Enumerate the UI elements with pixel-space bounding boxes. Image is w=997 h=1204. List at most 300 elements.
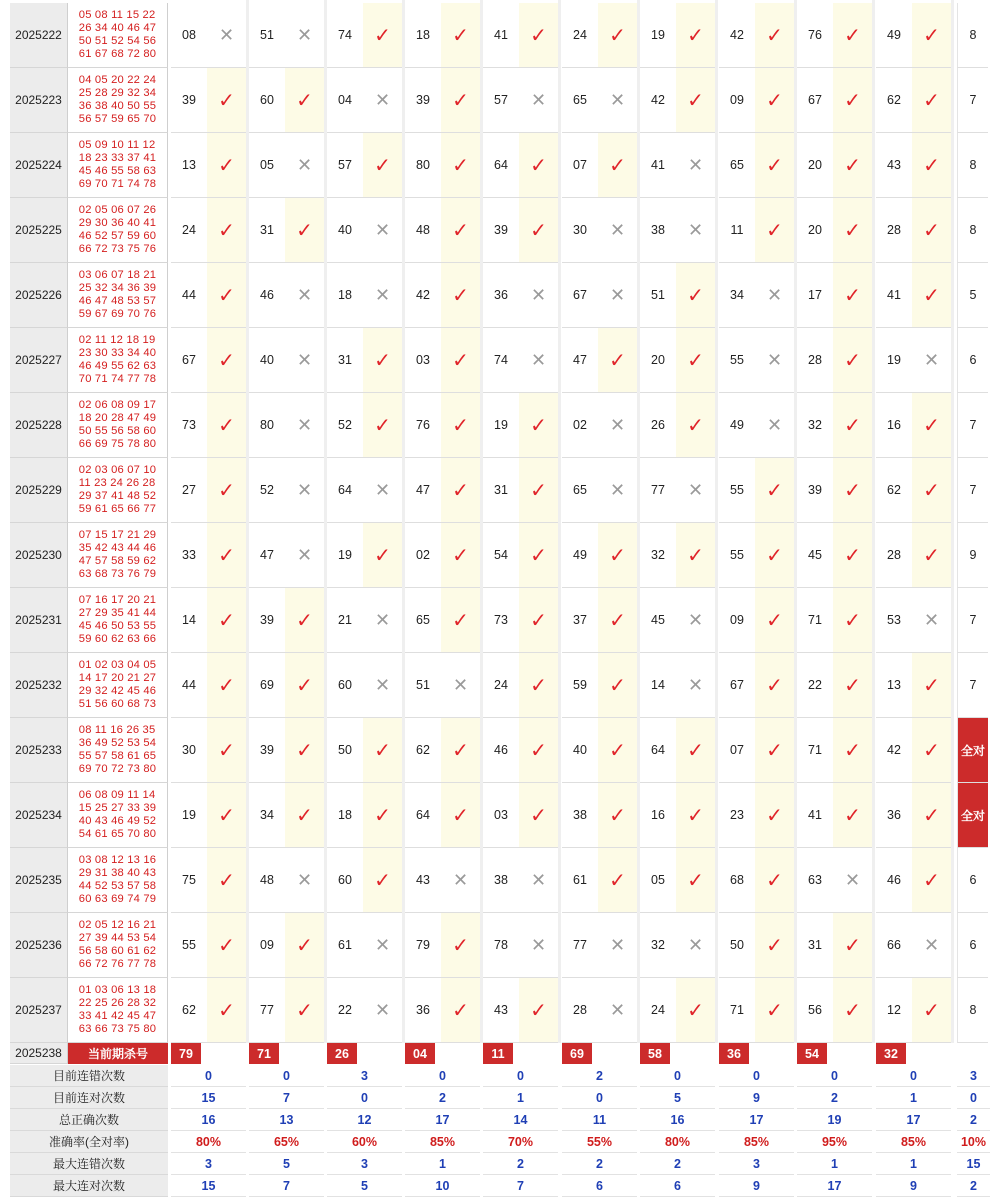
period-cell: 2025232 <box>10 653 68 718</box>
cross-icon: ✕ <box>676 913 715 978</box>
stat-value: 3 <box>171 1153 246 1175</box>
kill-number: 24 <box>562 3 598 68</box>
kill-number: 28 <box>876 198 912 263</box>
cross-icon: ✕ <box>207 3 246 68</box>
kill-number: 45 <box>797 523 833 588</box>
check-icon: ✓ <box>833 3 872 68</box>
check-icon: ✓ <box>207 978 246 1043</box>
kill-number: 36 <box>405 978 441 1043</box>
current-kill-number: 71 <box>249 1043 279 1064</box>
check-icon: ✓ <box>833 198 872 263</box>
kill-number: 31 <box>327 328 363 393</box>
stat-value: 11 <box>562 1109 637 1131</box>
kill-number: 77 <box>640 458 676 523</box>
kill-number: 76 <box>405 393 441 458</box>
check-icon: ✓ <box>519 653 558 718</box>
kill-number: 66 <box>876 913 912 978</box>
group-divider <box>951 0 954 1043</box>
kill-number: 41 <box>876 263 912 328</box>
kill-number: 43 <box>876 133 912 198</box>
draw-numbers: 04 05 20 22 24 25 28 29 32 34 36 38 40 50 55 56 57 59 65 70 <box>68 68 168 133</box>
stat-value: 2 <box>797 1087 872 1109</box>
check-icon: ✓ <box>833 588 872 653</box>
kill-number: 08 <box>171 3 207 68</box>
stat-value: 65% <box>249 1131 324 1153</box>
kill-number: 41 <box>640 133 676 198</box>
hit-count: 7 <box>957 653 988 718</box>
kill-number: 74 <box>483 328 519 393</box>
stat-value: 95% <box>797 1131 872 1153</box>
stat-value-total: 2 <box>957 1175 990 1197</box>
kill-number: 42 <box>640 68 676 133</box>
check-icon: ✓ <box>441 783 480 848</box>
kill-number: 73 <box>171 393 207 458</box>
cross-icon: ✕ <box>519 263 558 328</box>
current-kill-number: 58 <box>640 1043 670 1064</box>
check-icon: ✓ <box>519 718 558 783</box>
stat-value: 1 <box>483 1087 558 1109</box>
kill-number: 13 <box>171 133 207 198</box>
stat-value: 17 <box>719 1109 794 1131</box>
check-icon: ✓ <box>755 978 794 1043</box>
stat-value: 0 <box>640 1065 715 1087</box>
stat-value: 2 <box>405 1087 480 1109</box>
period-cell: 2025222 <box>10 3 68 68</box>
kill-number: 55 <box>719 458 755 523</box>
check-icon: ✓ <box>285 913 324 978</box>
check-icon: ✓ <box>519 198 558 263</box>
check-icon: ✓ <box>755 458 794 523</box>
stat-value: 2 <box>640 1153 715 1175</box>
all-correct-badge: 全对 <box>957 718 988 783</box>
check-icon: ✓ <box>441 718 480 783</box>
kill-number: 71 <box>797 588 833 653</box>
check-icon: ✓ <box>363 328 402 393</box>
check-icon: ✓ <box>912 3 951 68</box>
stat-value: 85% <box>876 1131 951 1153</box>
kill-number: 11 <box>719 198 755 263</box>
kill-number: 31 <box>249 198 285 263</box>
kill-number: 55 <box>719 523 755 588</box>
kill-number: 41 <box>483 3 519 68</box>
kill-number: 24 <box>483 653 519 718</box>
stat-value: 2 <box>483 1153 558 1175</box>
current-kill-label: 当前期杀号 <box>68 1043 168 1064</box>
kill-number: 02 <box>405 523 441 588</box>
kill-number: 42 <box>876 718 912 783</box>
draw-numbers: 06 08 09 11 14 15 25 27 33 39 40 43 46 49 52 54 61 65 70 80 <box>68 783 168 848</box>
kill-number: 63 <box>797 848 833 913</box>
kill-number: 80 <box>405 133 441 198</box>
cross-icon: ✕ <box>285 3 324 68</box>
kill-number: 64 <box>483 133 519 198</box>
current-period: 2025238 <box>10 1043 68 1064</box>
stat-label: 最大连错次数 <box>10 1153 168 1175</box>
period-cell: 2025237 <box>10 978 68 1043</box>
stat-value: 60% <box>327 1131 402 1153</box>
kill-number: 69 <box>249 653 285 718</box>
kill-number: 57 <box>327 133 363 198</box>
check-icon: ✓ <box>441 133 480 198</box>
period-cell: 2025228 <box>10 393 68 458</box>
period-cell: 2025236 <box>10 913 68 978</box>
check-icon: ✓ <box>519 458 558 523</box>
check-icon: ✓ <box>441 523 480 588</box>
stat-value: 13 <box>249 1109 324 1131</box>
kill-number: 39 <box>249 718 285 783</box>
kill-number: 61 <box>327 913 363 978</box>
check-icon: ✓ <box>676 718 715 783</box>
kill-number: 26 <box>640 393 676 458</box>
draw-numbers: 02 05 12 16 21 27 39 44 53 54 56 58 60 61 62 66 72 76 77 78 <box>68 913 168 978</box>
draw-numbers: 07 16 17 20 21 27 29 35 41 44 45 46 50 53 55 59 60 62 63 66 <box>68 588 168 653</box>
stat-value: 2 <box>562 1065 637 1087</box>
stat-value-total: 15 <box>957 1153 990 1175</box>
kill-number: 73 <box>483 588 519 653</box>
check-icon: ✓ <box>207 133 246 198</box>
kill-number: 09 <box>719 588 755 653</box>
kill-number: 24 <box>640 978 676 1043</box>
kill-number: 75 <box>171 848 207 913</box>
check-icon: ✓ <box>833 133 872 198</box>
kill-number: 62 <box>171 978 207 1043</box>
check-icon: ✓ <box>285 783 324 848</box>
kill-number: 27 <box>171 458 207 523</box>
check-icon: ✓ <box>833 393 872 458</box>
kill-number: 61 <box>562 848 598 913</box>
stat-label: 目前连对次数 <box>10 1087 168 1109</box>
kill-number: 32 <box>640 913 676 978</box>
kill-number: 31 <box>797 913 833 978</box>
stat-value: 1 <box>876 1153 951 1175</box>
stat-value: 14 <box>483 1109 558 1131</box>
check-icon: ✓ <box>912 978 951 1043</box>
kill-number: 44 <box>171 653 207 718</box>
kill-number: 07 <box>719 718 755 783</box>
kill-number: 52 <box>249 458 285 523</box>
stat-value-total: 0 <box>957 1087 990 1109</box>
draw-numbers: 02 05 06 07 26 29 30 36 40 41 46 52 57 59 60 66 72 73 75 76 <box>68 198 168 263</box>
period-cell: 2025225 <box>10 198 68 263</box>
stat-value-total: 10% <box>957 1131 990 1153</box>
stat-label: 最大连对次数 <box>10 1175 168 1197</box>
check-icon: ✓ <box>833 328 872 393</box>
stat-value: 1 <box>405 1153 480 1175</box>
kill-number: 71 <box>797 718 833 783</box>
current-kill-number: 69 <box>562 1043 592 1064</box>
kill-number: 60 <box>327 653 363 718</box>
cross-icon: ✕ <box>363 198 402 263</box>
kill-number: 45 <box>640 588 676 653</box>
cross-icon: ✕ <box>912 913 951 978</box>
kill-number: 42 <box>719 3 755 68</box>
kill-number: 09 <box>249 913 285 978</box>
draw-numbers: 07 15 17 21 29 35 42 43 44 46 47 57 58 59 62 63 68 73 76 79 <box>68 523 168 588</box>
check-icon: ✓ <box>441 3 480 68</box>
stat-value: 0 <box>327 1087 402 1109</box>
cross-icon: ✕ <box>363 263 402 328</box>
cross-icon: ✕ <box>598 68 637 133</box>
kill-number: 20 <box>640 328 676 393</box>
kill-number: 03 <box>405 328 441 393</box>
stat-value: 15 <box>171 1087 246 1109</box>
check-icon: ✓ <box>519 588 558 653</box>
stat-value: 7 <box>249 1087 324 1109</box>
draw-numbers: 03 06 07 18 21 25 32 34 36 39 46 47 48 53 57 59 67 69 70 76 <box>68 263 168 328</box>
check-icon: ✓ <box>207 653 246 718</box>
hit-count: 8 <box>957 198 988 263</box>
check-icon: ✓ <box>755 718 794 783</box>
kill-number: 47 <box>562 328 598 393</box>
hit-count: 7 <box>957 68 988 133</box>
kill-number: 56 <box>797 978 833 1043</box>
draw-numbers: 01 03 06 13 18 22 25 26 28 32 33 41 42 45 47 63 66 73 75 80 <box>68 978 168 1043</box>
kill-number: 32 <box>640 523 676 588</box>
kill-number: 65 <box>562 458 598 523</box>
kill-number: 41 <box>797 783 833 848</box>
hit-count: 5 <box>957 263 988 328</box>
kill-number: 33 <box>171 523 207 588</box>
cross-icon: ✕ <box>363 68 402 133</box>
check-icon: ✓ <box>285 718 324 783</box>
period-cell: 2025231 <box>10 588 68 653</box>
check-icon: ✓ <box>755 133 794 198</box>
stat-value: 9 <box>876 1175 951 1197</box>
kill-number: 38 <box>483 848 519 913</box>
kill-number: 67 <box>171 328 207 393</box>
kill-number: 40 <box>327 198 363 263</box>
check-icon: ✓ <box>598 328 637 393</box>
check-icon: ✓ <box>676 978 715 1043</box>
cross-icon: ✕ <box>598 393 637 458</box>
draw-numbers: 08 11 16 26 35 36 49 52 53 54 55 57 58 61 65 69 70 72 73 80 <box>68 718 168 783</box>
kill-number: 53 <box>876 588 912 653</box>
check-icon: ✓ <box>441 328 480 393</box>
cross-icon: ✕ <box>441 653 480 718</box>
kill-number: 24 <box>171 198 207 263</box>
stat-value-total: 3 <box>957 1065 990 1087</box>
current-kill-number: 26 <box>327 1043 357 1064</box>
kill-number: 57 <box>483 68 519 133</box>
check-icon: ✓ <box>833 913 872 978</box>
kill-number: 60 <box>249 68 285 133</box>
cross-icon: ✕ <box>676 198 715 263</box>
hit-count: 7 <box>957 393 988 458</box>
stat-value: 9 <box>719 1087 794 1109</box>
cross-icon: ✕ <box>598 913 637 978</box>
check-icon: ✓ <box>598 523 637 588</box>
stat-value: 3 <box>719 1153 794 1175</box>
kill-number: 18 <box>327 783 363 848</box>
check-icon: ✓ <box>285 653 324 718</box>
stat-value-total: 2 <box>957 1109 990 1131</box>
current-kill-number: 36 <box>719 1043 749 1064</box>
check-icon: ✓ <box>676 523 715 588</box>
kill-number: 40 <box>249 328 285 393</box>
kill-number: 30 <box>171 718 207 783</box>
check-icon: ✓ <box>207 328 246 393</box>
check-icon: ✓ <box>755 198 794 263</box>
stat-value: 0 <box>876 1065 951 1087</box>
current-kill-number: 79 <box>171 1043 201 1064</box>
kill-number: 52 <box>327 393 363 458</box>
kill-number: 28 <box>876 523 912 588</box>
kill-number: 47 <box>405 458 441 523</box>
check-icon: ✓ <box>207 198 246 263</box>
stat-value: 0 <box>249 1065 324 1087</box>
kill-number: 62 <box>405 718 441 783</box>
cross-icon: ✕ <box>676 133 715 198</box>
check-icon: ✓ <box>833 263 872 328</box>
kill-number: 14 <box>171 588 207 653</box>
period-cell: 2025233 <box>10 718 68 783</box>
kill-number: 21 <box>327 588 363 653</box>
check-icon: ✓ <box>363 848 402 913</box>
cross-icon: ✕ <box>598 458 637 523</box>
kill-number: 46 <box>483 718 519 783</box>
kill-number: 51 <box>405 653 441 718</box>
stat-value: 55% <box>562 1131 637 1153</box>
kill-number: 32 <box>797 393 833 458</box>
check-icon: ✓ <box>363 133 402 198</box>
check-icon: ✓ <box>676 68 715 133</box>
cross-icon: ✕ <box>519 328 558 393</box>
kill-number: 65 <box>405 588 441 653</box>
kill-number: 23 <box>719 783 755 848</box>
stat-value: 15 <box>171 1175 246 1197</box>
cross-icon: ✕ <box>598 978 637 1043</box>
kill-number: 19 <box>171 783 207 848</box>
check-icon: ✓ <box>833 68 872 133</box>
kill-number: 42 <box>405 263 441 328</box>
stat-value: 0 <box>562 1087 637 1109</box>
stat-value: 80% <box>640 1131 715 1153</box>
stat-value: 5 <box>249 1153 324 1175</box>
kill-number: 04 <box>327 68 363 133</box>
check-icon: ✓ <box>441 913 480 978</box>
hit-count: 8 <box>957 133 988 198</box>
cross-icon: ✕ <box>363 458 402 523</box>
kill-number: 22 <box>797 653 833 718</box>
check-icon: ✓ <box>441 458 480 523</box>
cross-icon: ✕ <box>755 328 794 393</box>
kill-number: 30 <box>562 198 598 263</box>
kill-number: 22 <box>327 978 363 1043</box>
check-icon: ✓ <box>833 718 872 783</box>
check-icon: ✓ <box>912 718 951 783</box>
check-icon: ✓ <box>912 523 951 588</box>
check-icon: ✓ <box>676 783 715 848</box>
all-correct-badge: 全对 <box>957 783 988 848</box>
cross-icon: ✕ <box>285 133 324 198</box>
check-icon: ✓ <box>598 133 637 198</box>
cross-icon: ✕ <box>285 848 324 913</box>
hit-count: 8 <box>957 978 988 1043</box>
kill-number: 39 <box>797 458 833 523</box>
check-icon: ✓ <box>598 588 637 653</box>
kill-number: 19 <box>876 328 912 393</box>
check-icon: ✓ <box>755 588 794 653</box>
kill-number: 48 <box>249 848 285 913</box>
kill-number: 46 <box>249 263 285 328</box>
stat-value: 5 <box>640 1087 715 1109</box>
kill-number: 48 <box>405 198 441 263</box>
check-icon: ✓ <box>912 653 951 718</box>
kill-number: 64 <box>327 458 363 523</box>
stat-label: 目前连错次数 <box>10 1065 168 1087</box>
kill-number: 12 <box>876 978 912 1043</box>
check-icon: ✓ <box>441 588 480 653</box>
cross-icon: ✕ <box>676 588 715 653</box>
check-icon: ✓ <box>912 393 951 458</box>
stat-value: 1 <box>876 1087 951 1109</box>
check-icon: ✓ <box>912 263 951 328</box>
draw-numbers: 05 08 11 15 22 26 34 40 46 47 50 51 52 54 56 61 67 68 72 80 <box>68 3 168 68</box>
stat-value: 6 <box>562 1175 637 1197</box>
cross-icon: ✕ <box>363 653 402 718</box>
kill-number: 39 <box>405 68 441 133</box>
kill-number: 07 <box>562 133 598 198</box>
cross-icon: ✕ <box>285 328 324 393</box>
check-icon: ✓ <box>519 523 558 588</box>
kill-number: 55 <box>171 913 207 978</box>
kill-number: 16 <box>640 783 676 848</box>
hit-count: 8 <box>957 3 988 68</box>
kill-number: 49 <box>719 393 755 458</box>
stat-value: 17 <box>405 1109 480 1131</box>
cross-icon: ✕ <box>598 263 637 328</box>
check-icon: ✓ <box>207 393 246 458</box>
stat-value: 80% <box>171 1131 246 1153</box>
cross-icon: ✕ <box>598 198 637 263</box>
hit-count: 6 <box>957 913 988 978</box>
stat-value: 9 <box>719 1175 794 1197</box>
kill-number: 09 <box>719 68 755 133</box>
kill-number: 38 <box>640 198 676 263</box>
cross-icon: ✕ <box>912 328 951 393</box>
stat-value: 16 <box>640 1109 715 1131</box>
check-icon: ✓ <box>207 913 246 978</box>
current-kill-number: 11 <box>483 1043 513 1064</box>
group-divider <box>872 0 875 1043</box>
hit-count: 9 <box>957 523 988 588</box>
stat-value: 19 <box>797 1109 872 1131</box>
kill-number: 77 <box>562 913 598 978</box>
kill-number: 65 <box>719 133 755 198</box>
hit-count: 7 <box>957 458 988 523</box>
draw-numbers: 05 09 10 11 12 18 23 33 37 41 45 46 55 58 63 69 70 71 74 78 <box>68 133 168 198</box>
check-icon: ✓ <box>598 848 637 913</box>
period-cell: 2025226 <box>10 263 68 328</box>
kill-number: 39 <box>171 68 207 133</box>
kill-number: 80 <box>249 393 285 458</box>
kill-number: 49 <box>562 523 598 588</box>
check-icon: ✓ <box>207 848 246 913</box>
kill-number: 59 <box>562 653 598 718</box>
check-icon: ✓ <box>912 848 951 913</box>
check-icon: ✓ <box>833 978 872 1043</box>
check-icon: ✓ <box>912 68 951 133</box>
check-icon: ✓ <box>207 783 246 848</box>
stat-value: 3 <box>327 1065 402 1087</box>
kill-number: 18 <box>405 3 441 68</box>
check-icon: ✓ <box>363 783 402 848</box>
cross-icon: ✕ <box>285 263 324 328</box>
kill-number: 39 <box>249 588 285 653</box>
cross-icon: ✕ <box>912 588 951 653</box>
check-icon: ✓ <box>363 523 402 588</box>
check-icon: ✓ <box>755 783 794 848</box>
